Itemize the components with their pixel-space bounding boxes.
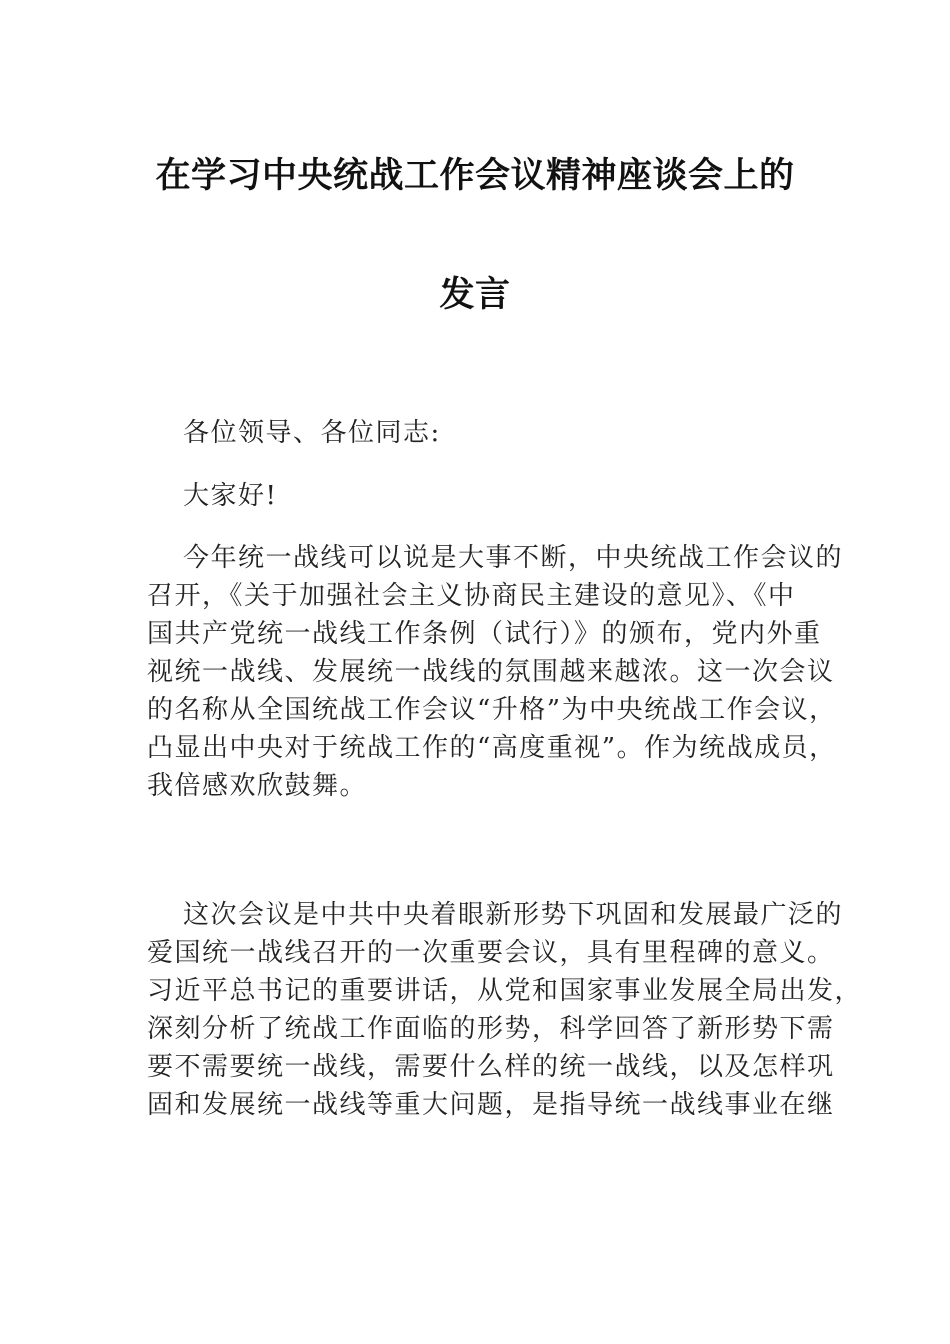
greeting (147, 477, 797, 515)
paragraph-line: 这次会议是中共中央着眼新形势下巩固和发展最广泛的 (183, 900, 844, 930)
paragraph-line: 今年统一战线可以说是大事不断，中央统战工作会议的 (183, 543, 844, 573)
salutation (147, 414, 797, 452)
paragraph-line: 凸显出中央对于统战工作的“高度重视”。作为统战成员， (147, 733, 837, 763)
paragraph-line: 国共产党统一战线工作条例（试行）》的颁布，党内外重 (147, 619, 822, 649)
paragraph-line: 爱国统一战线召开的一次重要会议，具有里程碑的意义。 (147, 938, 835, 968)
paragraph-line: 要不需要统一战线，需要什么样的统一战线，以及怎样巩 (147, 1052, 835, 1082)
paragraph-line: 召开，《关于加强社会主义协商民主建设的意见》、《中 (147, 581, 796, 611)
document-title-line-1: 在学习中央统战工作会议精神座谈会上的 (155, 155, 795, 196)
paragraph-1 (147, 539, 844, 805)
greeting-text: 大家好! (183, 481, 278, 511)
paragraph-2 (147, 896, 863, 1124)
paragraph-line: 我倍感欢欣鼓舞。 (147, 771, 368, 801)
paragraph-line: 习近平总书记的重要讲话，从党和国家事业发展全局出发， (147, 976, 863, 1006)
paragraph-line: 视统一战线、发展统一战线的氛围越来越浓。这一次会议 (147, 657, 835, 687)
paragraph-line: 深刻分析了统战工作面临的形势，科学回答了新形势下需 (147, 1014, 835, 1044)
salutation-text: 各位领导、各位同志: (183, 418, 441, 448)
paragraph-line: 固和发展统一战线等重大问题，是指导统一战线事业在继 (147, 1090, 835, 1120)
document-title-line-2: 发言 (439, 274, 511, 315)
paragraph-line: 的名称从全国统战工作会议“升格”为中央统战工作会议， (147, 695, 837, 725)
